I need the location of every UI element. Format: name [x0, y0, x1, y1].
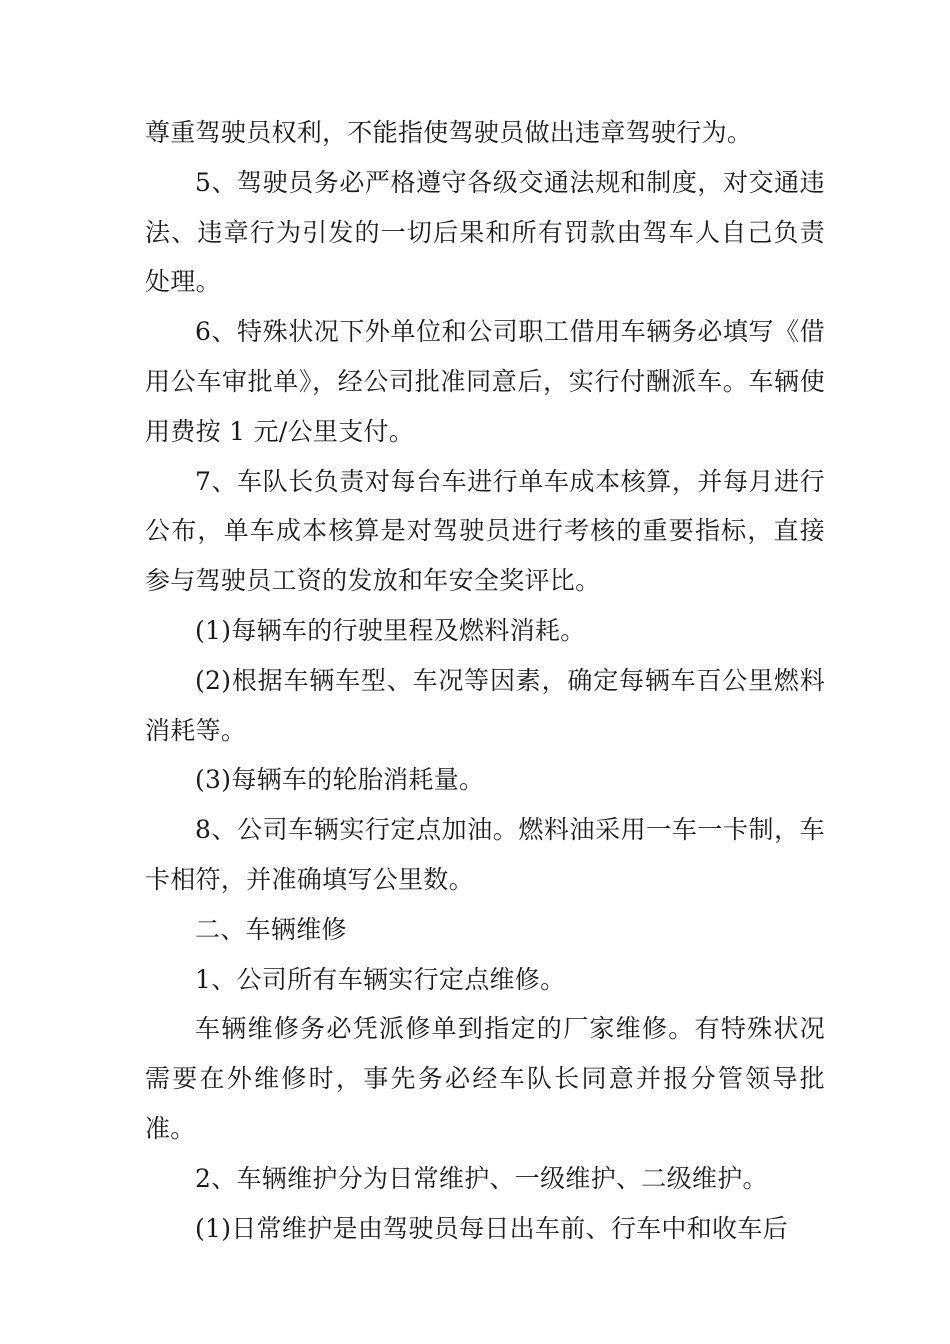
paragraph: 1、公司所有车辆实行定点维修。: [195, 964, 566, 994]
document-body: [145, 108, 825, 1253]
paragraph: 5、驾驶员务必严格遵守各级交通法规和制度，对交通违法、违章行为引发的一切后果和所有罚款由驾车人自己负责处理。: [145, 167, 825, 297]
paragraph: 6、特殊状况下外单位和公司职工借用车辆务必填写《借用公车审批单》，经公司批准同意后，实行付酬派车。车辆使用费按 1 元/公里支付。: [145, 317, 825, 446]
paragraph: 尊重驾驶员权利，不能指使驾驶员做出违章驾驶行为。: [145, 118, 753, 147]
paragraph: (3)每辆车的轮胎消耗量。: [195, 765, 485, 795]
paragraph: 8、公司车辆实行定点加油。燃料油采用一车一卡制，车卡相符，并准确填写公里数。: [145, 815, 825, 894]
paragraph: (1)日常维护是由驾驶员每日出车前、行车中和收车后: [195, 1213, 788, 1243]
paragraph: 车辆维修务必凭派修单到指定的厂家维修。有特殊状况需要在外维修时，事先务必经车队长同意并报分管领导批准。: [145, 1014, 825, 1143]
paragraph: (2)根据车辆车型、车况等因素，确定每辆车百公里燃料消耗等。: [145, 665, 825, 745]
section-heading: 二、车辆维修: [195, 914, 347, 944]
paragraph: 7、车队长负责对每台车进行单车成本核算，并每月进行公布，单车成本核算是对驾驶员进行考核的重要指标，直接参与驾驶员工资的发放和年安全奖评比。: [145, 466, 825, 596]
paragraph: (1)每辆车的行驶里程及燃料消耗。: [195, 615, 586, 645]
paragraph: 2、车辆维护分为日常维护、一级维护、二级维护。: [195, 1163, 768, 1193]
